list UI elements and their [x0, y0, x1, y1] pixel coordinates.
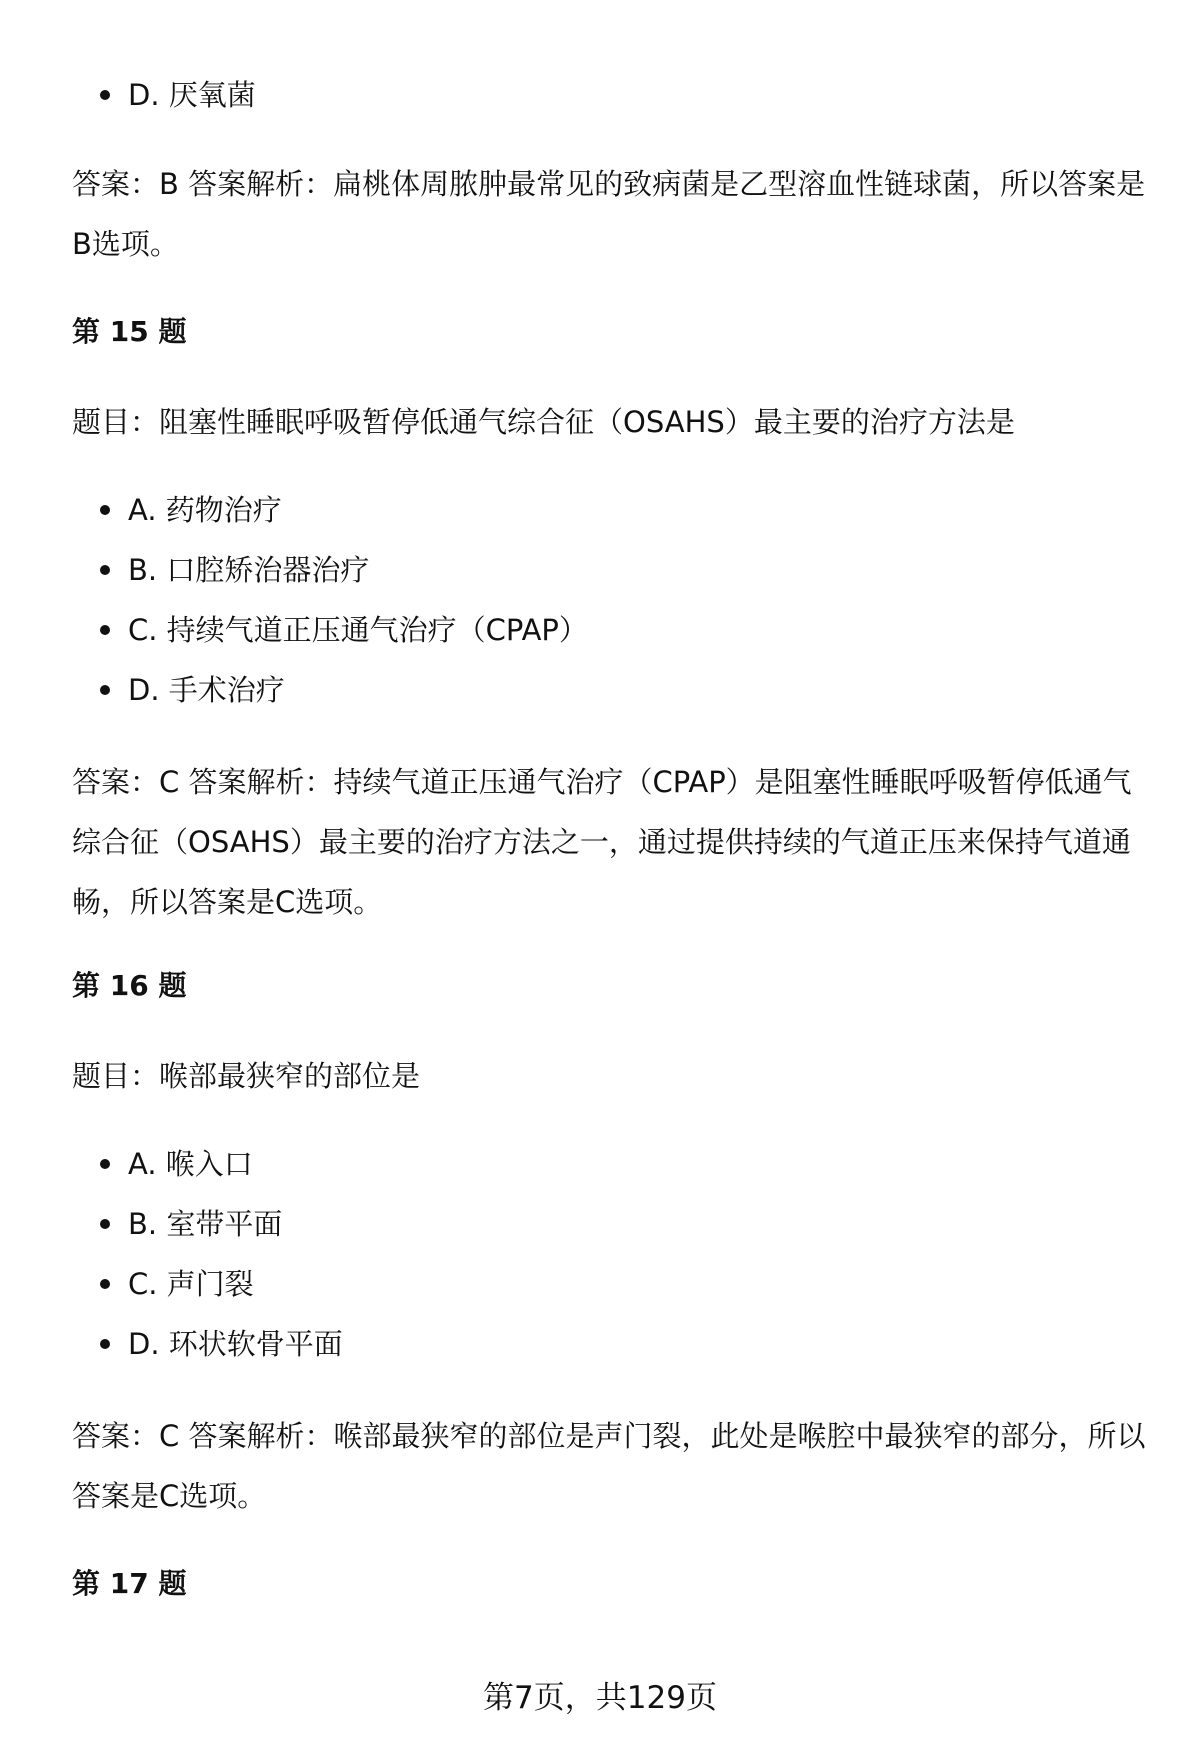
option-item [128, 1324, 343, 1364]
option-item [128, 550, 369, 590]
option-text: C. 持续气道正压通气治疗（CPAP） [128, 613, 588, 647]
option-text: A. 喉入口 [128, 1147, 253, 1181]
question-stem: 题目：喉部最狭窄的部位是 [72, 1059, 421, 1093]
bullet-icon [100, 685, 110, 695]
answer-explanation: 答案：C 答案解析：持续气道正压通气治疗（CPAP）是阻塞性睡眠呼吸暂停低通气综合征（OSAHS）最主要的治疗方法之一，通过提供持续的气道正压来保持气道通畅，所以答案是C选项。 [72, 765, 1132, 919]
bullet-icon [100, 1279, 110, 1289]
option-text: C. 声门裂 [128, 1267, 254, 1301]
option-item [128, 490, 282, 530]
page-footer: 第7页，共129页 [483, 1680, 717, 1716]
question-heading: 第 16 题 [72, 969, 187, 1002]
answer-explanation: 答案：C 答案解析：喉部最狭窄的部位是声门裂，此处是喉腔中最狭窄的部分，所以答案是C选项。 [72, 1419, 1146, 1513]
answer-explanation: 答案：B 答案解析：扁桃体周脓肿最常见的致病菌是乙型溶血性链球菌，所以答案是B选项。 [72, 167, 1146, 261]
bullet-icon [100, 505, 110, 515]
option-item [128, 1144, 253, 1184]
option-item [128, 1264, 254, 1304]
bullet-icon [100, 565, 110, 575]
option-text: B. 口腔矫治器治疗 [128, 553, 370, 587]
bullet-icon [100, 1219, 110, 1229]
option-text: A. 药物治疗 [128, 493, 282, 527]
option-text: D. 环状软骨平面 [128, 1327, 343, 1361]
bullet-icon [100, 1339, 110, 1349]
question-stem: 题目：阻塞性睡眠呼吸暂停低通气综合征（OSAHS）最主要的治疗方法是 [72, 405, 1015, 439]
bullet-icon [100, 90, 110, 100]
option-text: D. 厌氧菌 [128, 78, 256, 112]
option-item [128, 1204, 282, 1244]
question-heading: 第 15 题 [72, 315, 187, 348]
option-text: D. 手术治疗 [128, 673, 285, 707]
bullet-icon [100, 1159, 110, 1169]
question-heading: 第 17 题 [72, 1567, 187, 1600]
option-item [128, 670, 285, 710]
option-text: B. 室带平面 [128, 1207, 283, 1241]
bullet-icon [100, 625, 110, 635]
option-item [128, 610, 588, 650]
option-item [128, 75, 256, 115]
